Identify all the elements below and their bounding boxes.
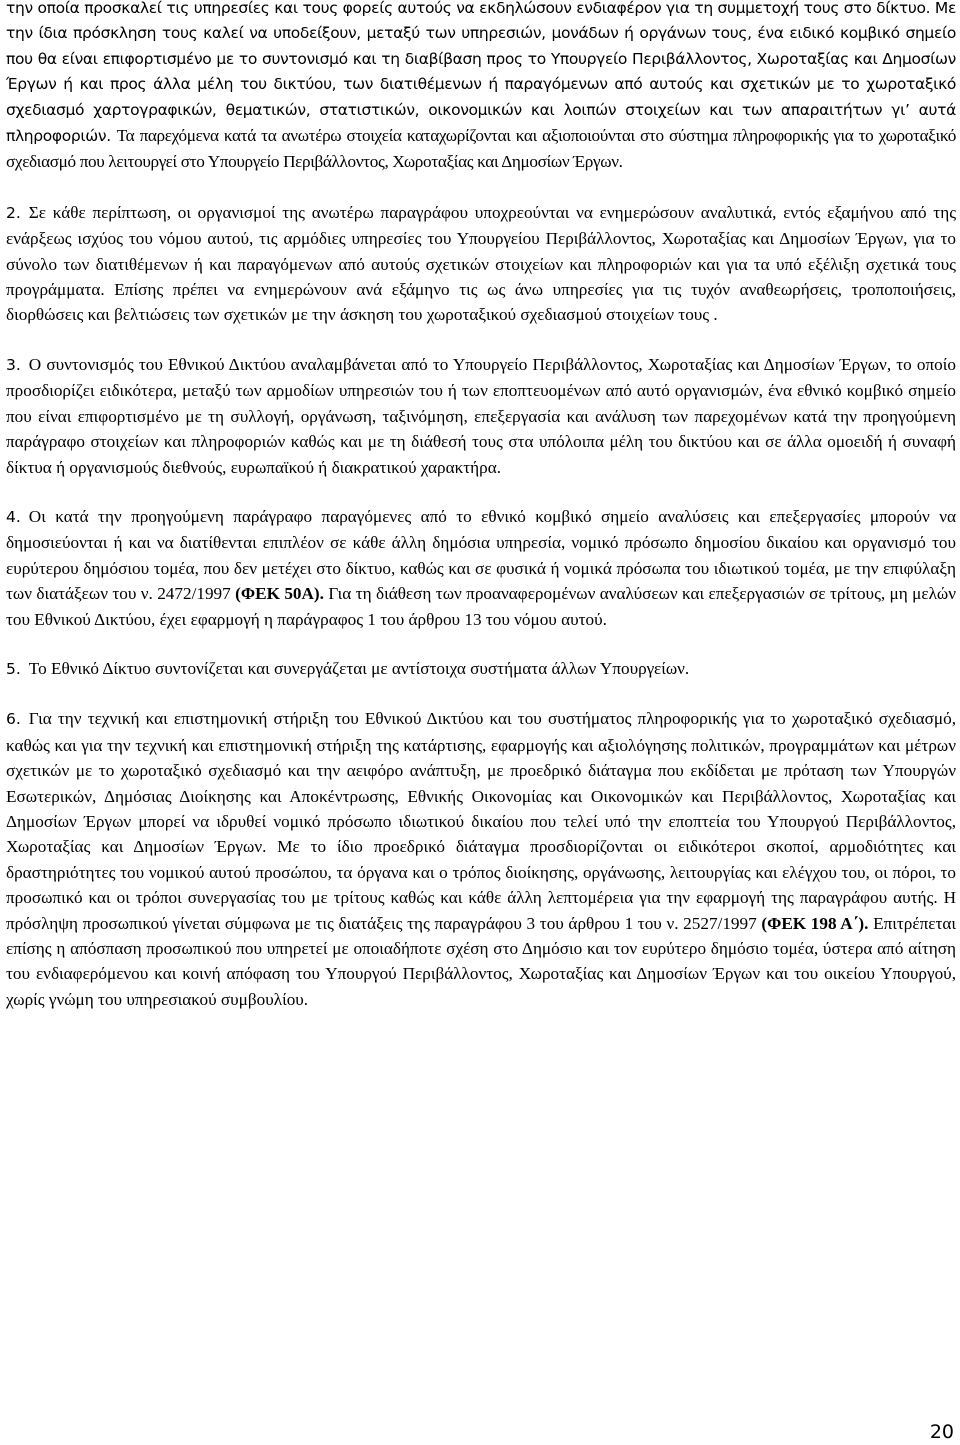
document-page [6,0,956,1012]
paragraph-3-number: 3. [6,355,21,374]
paragraph-4-text-b: Για τη διάθεση των προαναφερομένων αναλύσεων και επεξεργασιών σε τρίτους, μη μελών του Εθνικού Δικτύου, έχει εφαρμογή η παράγραφος 1 του άρθρου 13 του νόμου αυτού. [6,584,956,629]
paragraph-4-gazette-ref: (ΦΕΚ 50Α). [235,584,324,604]
paragraph-5-text: Το Εθνικό Δίκτυο συντονίζεται και συνεργάζεται με αντίστοιχα συστήματα άλλων Υπουργείων. [28,658,690,678]
paragraph-4 [6,504,956,632]
paragraph-4-number: 4. [6,507,21,526]
paragraph-2 [6,200,956,328]
paragraph-3 [6,352,956,480]
paragraph-5-number: 5. [6,659,21,678]
paragraph-2-number: 2. [6,203,21,222]
paragraph-3-text: Ο συντονισμός του Εθνικού Δικτύου αναλαμβάνεται από το Υπουργείο Περιβάλλοντος, Χωροταξίας και Δημοσίων Έργων, το οποίο προσδιορίζει ειδικότερα, μεταξύ των αρμοδίων υπηρεσιών του ή των εποπτευομένων από αυτό οργανισμών, ένα εθνικό κομβικό σημείο που είναι επιφορτισμένο με τη συλλογή, οργάνωση, ταξινόμηση, επεξεργασία και ανάλυση των παρεχομένων κατά την προηγούμενη παράγραφο στοιχείων και πληροφοριών καθώς και με τη διάθεσή τους στα υπόλοιπα μέλη του δικτύου και σε άλλα ομοειδή ή συναφή δίκτυα ή οργανισμούς διεθνούς, ευρωπαϊκού ή διακρατικού χαρακτήρα. [6,354,956,477]
paragraph-6 [6,706,956,1012]
spacer [6,480,956,504]
paragraph-1-serif-text: Τα παρεχόμενα κατά τα ανωτέρω στοιχεία καταχωρίζονται και αξιοποιούνται στο σύστημα πληροφορικής για το χωροταξικό σχεδιασμό που λειτουργεί στο Υπουργείο Περιβάλλοντος, Χωροταξίας και Δημοσίων Έργων. [6,126,956,172]
paragraph-6-gazette-ref: (ΦΕΚ 198 Α΄). [761,913,869,933]
paragraph-1-sans-text: την οποία προσκαλεί τις υπηρεσίες και τους φορείς αυτούς να εκδηλώσουν ενδιαφέρον για τη συμμετοχή τους στο δίκτυο. Με την ίδια πρόσκληση τους καλεί να υποδείξουν, μεταξύ των υπηρεσιών, μονάδων ή οργάνων τους, ένα ειδικό κομβικό σημείο που θα είναι επιφορτισμένο με το συντονισμό και τη διαβίβαση προς το Υπουργείο Περιβάλλοντος, Χωροταξίας και Δημοσίων Έργων ή και προς άλλα μέλη του δικτύου, των διατιθέμενων ή παραγόμενων από αυτούς και σχετικών με το χωροταξικό σχεδιασμό χαρτογραφικών, θεματικών, στατιστικών, οικονομικών και λοιπών στοιχείων και των απαραιτήτων γι’ αυτά πληροφοριών. [6,0,956,146]
spacer [6,632,956,656]
paragraph-5 [6,656,956,682]
paragraph-6-text-a: Για την τεχνική και επιστημονική στήριξη του Εθνικού Δικτύου και του συστήματος πληροφορικής για το χωροταξικό σχεδιασμό, καθώς και για την τεχνική και επιστημονική στήριξη της κατάρτισης, εφαρμογής και αξιολόγησης πολιτικών, προγραμμάτων και μέτρων σχετικών με το χωροταξικό σχεδιασμό και την αειφόρο ανάπτυξη, με προεδρικό διάταγμα που εκδίδεται με πρόταση των Υπουργών Εσωτερικών, Δημόσιας Διοίκησης και Αποκέντρωσης, Εθνικής Οικονομίας και Οικονομικών και Περιβάλλοντος, Χωροταξίας και Δημοσίων Έργων μπορεί να ιδρυθεί νομικό πρόσωπο ιδιωτικού δικαίου που τελεί υπό την εποπτεία του Υπουργού Περιβάλλοντος, Χωροταξίας και Δημοσίων Έργων. Με το ίδιο προεδρικό διάταγμα προσδιορίζονται οι ειδικότεροι σκοποί, αρμοδιότητες και δραστηριότητες του νομικού αυτού προσώπου, τα όργανα και ο τρόπος διοίκησης, οργάνωσης, λειτουργίας και ελέγχου του, οι πόροι, το προσωπικό και οι τρόποι συνεργασίας του με τρίτους καθώς και κάθε άλλη λεπτομέρεια για την εφαρμογή της παραγράφου αυτής. Η πρόσληψη προσωπικού γίνεται σύμφωνα με τις διατάξεις της παραγράφου 3 του άρθρου 1 του ν. 2527/1997 [6,709,956,933]
spacer [6,328,956,352]
paragraph-1 [6,0,956,176]
paragraph-6-text-b: Επιτρέπεται επίσης η απόσπαση προσωπικού που υπηρετεί με οποιαδήποτε σχέση στο Δημόσιο και τον ευρύτερο δημόσιο τομέα, ύστερα από αίτηση του ενδιαφερόμενου και κοινή απόφαση του Υπουργού Περιβάλλοντος, Χωροταξίας και Δημοσίων Έργων και του οικείου Υπουργού, χωρίς γνώμη του υπηρεσιακού συμβουλίου. [6,913,957,1009]
paragraph-2-text: Σε κάθε περίπτωση, οι οργανισμοί της ανωτέρω παραγράφου υποχρεούνται να ενημερώσουν αναλυτικά, εντός εξαμήνου από της ενάρξεως ισχύος του νόμου αυτού, τις αρμόδιες υπηρεσίες του Υπουργείου Περιβάλλοντος, Χωροταξίας και Δημοσίων Έργων, για το σύνολο των διατιθέμενων ή και παραγόμενων από αυτούς σχετικών στοιχείων και πληροφοριών και για τα υπό εξέλιξη σχετικά τους προγράμματα. Επίσης πρέπει να ενημερώνουν ανά εξάμηνο τις ως άνω υπηρεσίες για τις τυχόν αναθεωρήσεις, τροποποιήσεις, διορθώσεις και βελτιώσεις των σχετικών με την άσκηση του χωροταξικού σχεδιασμού στοιχείων τους . [6,202,956,325]
spacer [6,176,956,200]
paragraph-4-text-a: Οι κατά την προηγούμενη παράγραφο παραγόμενες από το εθνικό κομβικό σημείο αναλύσεις και επεξεργασίες μπορούν να δημοσιεύονται ή και να διατίθενται επιπλέον σε κάθε άλλη δημόσια υπηρεσία, νομικό πρόσωπο δημοσίου δικαίου και οργανισμό του ευρύτερου δημόσιου τομέα, που δεν μετέχει στο δίκτυο, καθώς και σε φυσικά ή νομικά πρόσωπα του ιδιωτικού τομέα, με την επιφύλαξη των διατάξεων του ν. 2472/1997 [6,506,956,604]
paragraph-6-number: 6. [6,710,21,729]
page-number: 20 [929,1421,954,1443]
spacer [6,682,956,706]
